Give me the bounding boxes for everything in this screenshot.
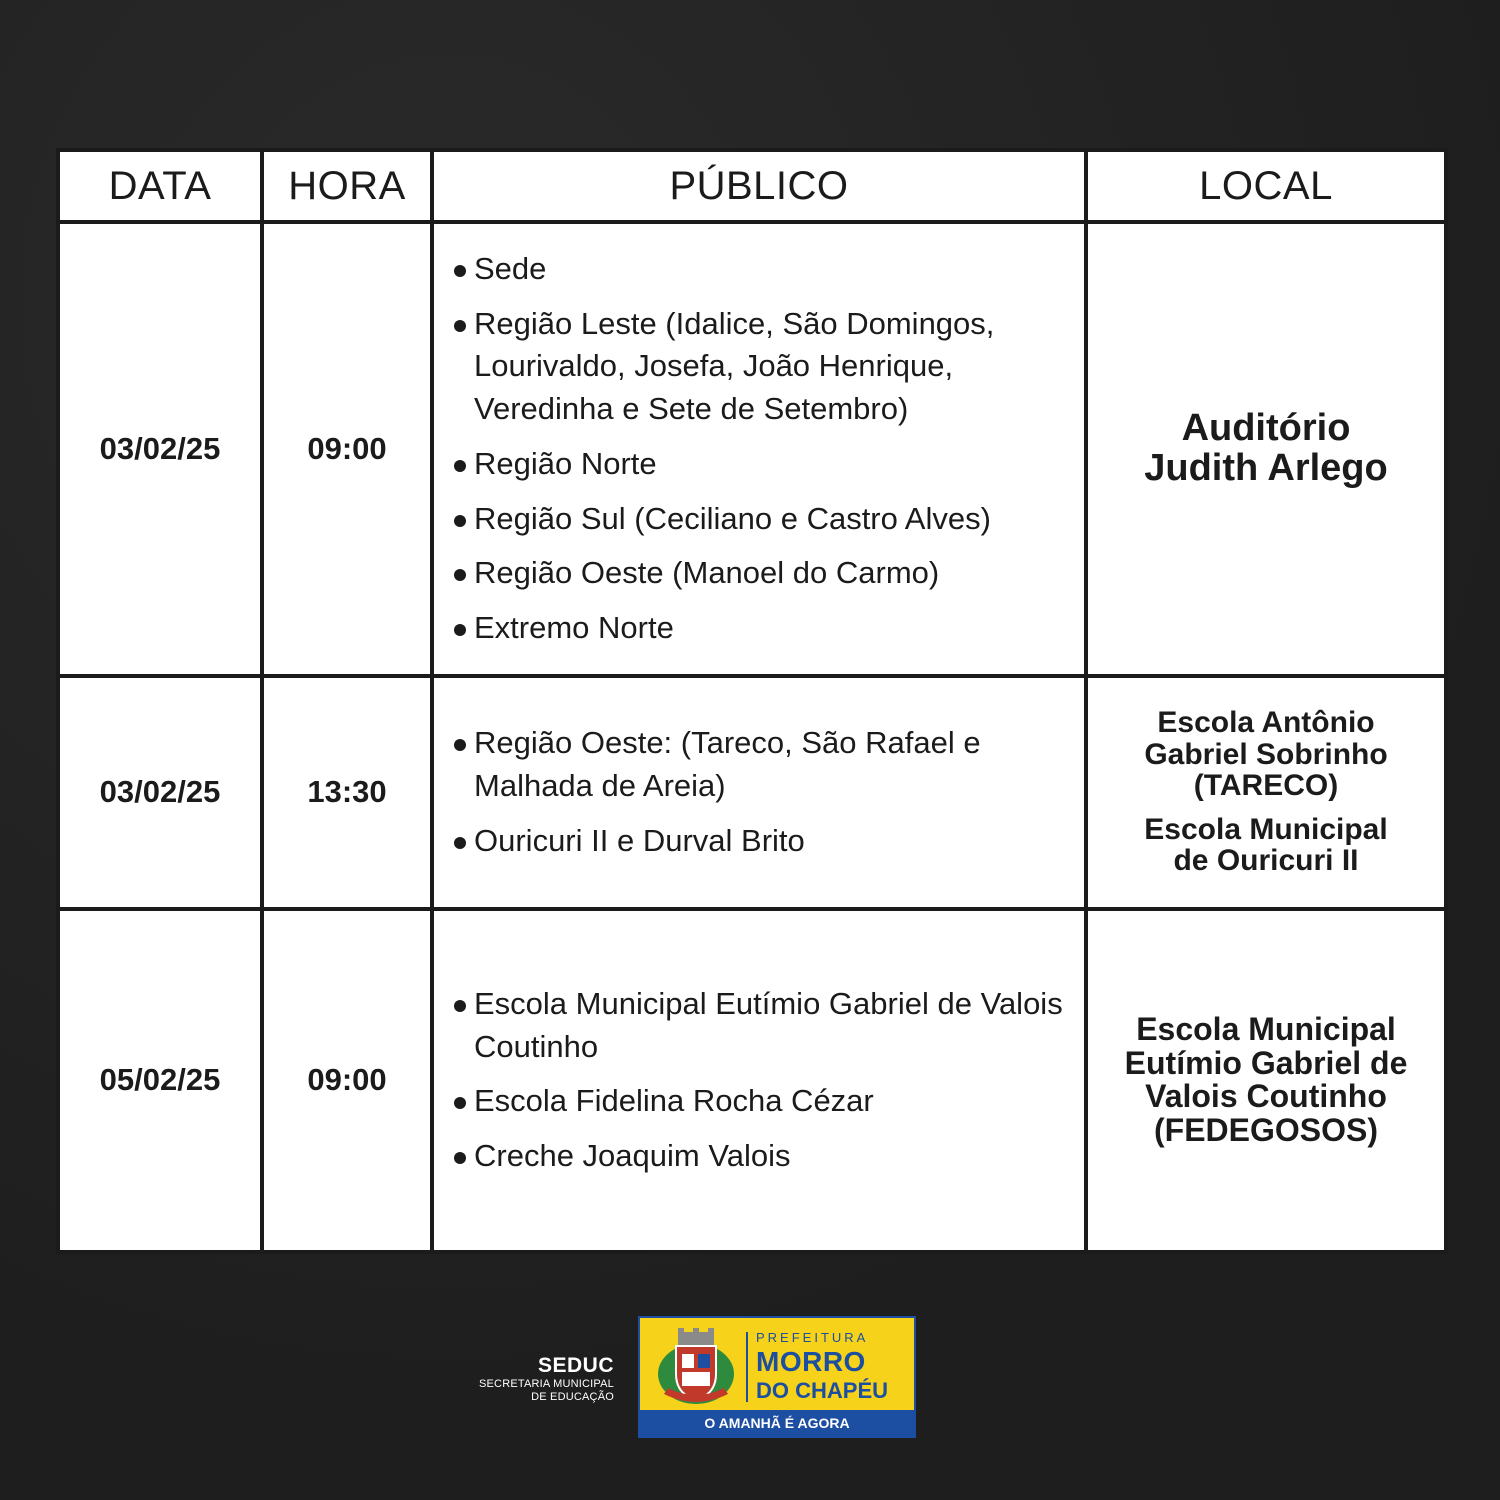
coat-of-arms-icon <box>652 1324 740 1408</box>
row-local <box>1086 676 1446 909</box>
local-line: Escola Antônio <box>1157 706 1375 740</box>
row-local <box>1086 222 1446 676</box>
seduc-title: SEDUC <box>537 1354 614 1377</box>
seduc-logo <box>479 1354 614 1403</box>
list-item: Sede <box>452 248 1074 291</box>
local-line: Valois Coutinho <box>1145 1078 1387 1115</box>
list-item: Região Norte <box>452 443 1074 486</box>
row-local <box>1086 909 1446 1252</box>
row-date: 05/02/25 <box>58 909 262 1252</box>
footer <box>0 1310 1500 1450</box>
publico-list <box>452 248 1074 650</box>
local-line: Eutímio Gabriel de <box>1124 1044 1408 1081</box>
list-item: Região Sul (Ceciliano e Castro Alves) <box>452 498 1074 541</box>
logo-prefeitura: PREFEITURA <box>756 1330 869 1345</box>
seduc-subtitle-1: SECRETARIA MUNICIPAL <box>478 1378 614 1390</box>
row-time: 13:30 <box>262 676 432 909</box>
list-item: Ouricuri II e Durval Brito <box>452 820 1074 863</box>
local-line: Judith Arlego <box>1144 446 1388 489</box>
logo-morro: MORRO <box>756 1346 866 1377</box>
row-date: 03/02/25 <box>58 676 262 909</box>
row-publico <box>432 222 1086 676</box>
list-item: Região Oeste (Manoel do Carmo) <box>452 552 1074 595</box>
header-row <box>58 150 1446 222</box>
local-line: Escola Municipal <box>1144 812 1388 846</box>
local-line: Gabriel Sobrinho <box>1144 737 1388 771</box>
list-item: Região Leste (Idalice, São Domingos, Lourivaldo, Josefa, João Henrique, Veredinha e Sete de Setembro) <box>452 303 1074 431</box>
prefeitura-logo <box>638 1316 916 1438</box>
row-publico <box>432 676 1086 909</box>
list-item: Creche Joaquim Valois <box>452 1135 1074 1178</box>
local-line: Auditório <box>1181 406 1351 449</box>
list-item: Escola Municipal Eutímio Gabriel de Valois Coutinho <box>452 983 1074 1069</box>
list-item: Escola Fidelina Rocha Cézar <box>452 1080 1074 1123</box>
row-date: 03/02/25 <box>58 222 262 676</box>
local-line: (TARECO) <box>1193 769 1339 803</box>
table-row <box>58 222 1446 676</box>
list-item: Extremo Norte <box>452 607 1074 650</box>
row-publico <box>432 909 1086 1252</box>
row-time: 09:00 <box>262 222 432 676</box>
header-data: DATA <box>58 150 262 222</box>
local-line: Escola Municipal <box>1136 1011 1396 1048</box>
logo-chapeu: DO CHAPÉU <box>756 1378 889 1403</box>
schedule-table <box>56 148 1448 1254</box>
logo-divider <box>746 1332 748 1402</box>
publico-list <box>452 722 1074 862</box>
header-local: LOCAL <box>1086 150 1446 222</box>
publico-list <box>452 983 1074 1178</box>
seduc-subtitle-2: DE EDUCAÇÃO <box>531 1390 614 1403</box>
list-item: Região Oeste: (Tareco, São Rafael e Malhada de Areia) <box>452 722 1074 808</box>
local-line: de Ouricuri II <box>1173 844 1359 878</box>
table-row <box>58 909 1446 1252</box>
local-line: (FEDEGOSOS) <box>1153 1111 1378 1148</box>
logo-slogan: O AMANHÃ É AGORA <box>640 1410 914 1436</box>
header-hora: HORA <box>262 150 432 222</box>
row-time: 09:00 <box>262 909 432 1252</box>
header-publico: PÚBLICO <box>432 150 1086 222</box>
table-row <box>58 676 1446 909</box>
